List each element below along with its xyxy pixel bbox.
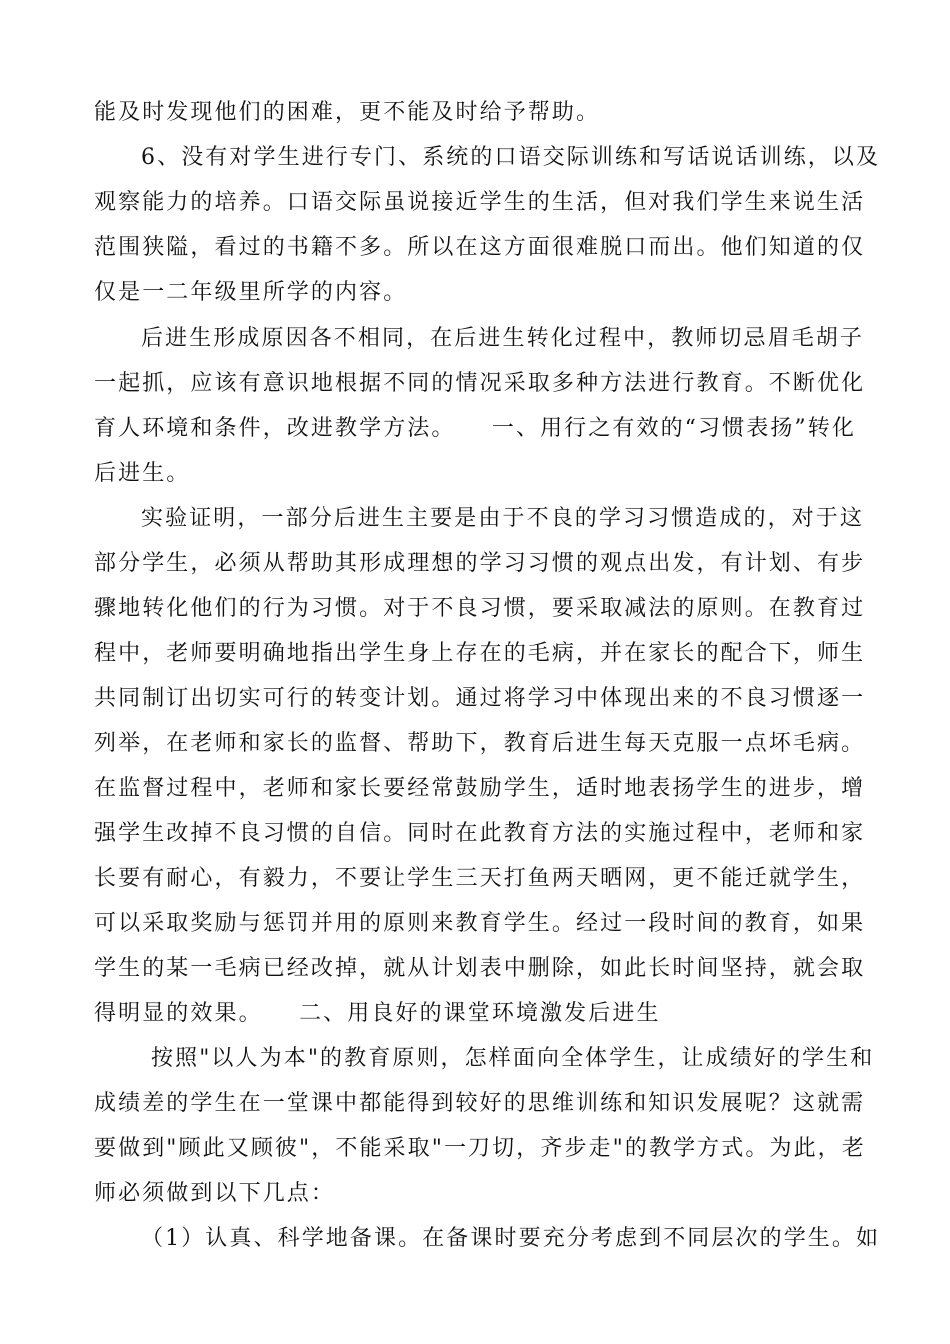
text-line: 范围狭隘，看过的书籍不多。所以在这方面很难脱口而出。他们知道的仅	[94, 235, 866, 260]
text-line: 强学生改掉不良习惯的自信。同时在此教育方法的实施过程中，老师和家	[94, 821, 866, 846]
text-line: 列举，在老师和家长的监督、帮助下，教育后进生每天克服一点坏毛病。	[94, 731, 866, 756]
text-line: 按照"以人为本"的教育原则，怎样面向全体学生，让成绩好的学生和	[151, 1046, 875, 1071]
text-line: 可以采取奖励与惩罚并用的原则来教育学生。经过一段时间的教育，如果	[94, 911, 866, 936]
text-line: 能及时发现他们的困难，更不能及时给予帮助。	[94, 100, 601, 125]
text-line: 要做到"顾此又顾彼"，不能采取"一刀切，齐步走"的教学方式。为此，老	[94, 1136, 866, 1161]
text-line: 程中，老师要明确地指出学生身上存在的毛病，并在家长的配合下，师生	[94, 641, 866, 666]
text-line: 师必须做到以下几点：	[94, 1181, 336, 1206]
text-line: 一起抓，应该有意识地根据不同的情况采取多种方法进行教育。不断优化	[94, 371, 866, 396]
text-line: 后进生形成原因各不相同，在后进生转化过程中，教师切忌眉毛胡子	[141, 326, 865, 351]
text-line: 仅是一二年级里所学的内容。	[94, 280, 408, 305]
text-line: 在监督过程中，老师和家长要经常鼓励学生，适时地表扬学生的进步，增	[94, 776, 866, 801]
text-line: 实验证明，一部分后进生主要是由于不良的学习习惯造成的，对于这	[141, 506, 865, 531]
text-line: （1）认真、科学地备课。在备课时要充分考虑到不同层次的学生。如	[141, 1226, 881, 1251]
text-line: 共同制订出切实可行的转变计划。通过将学习中体现出来的不良习惯逐一	[94, 686, 866, 711]
text-line: 育人环境和条件，改进教学方法。 一、用行之有效的“习惯表扬”转化	[94, 416, 856, 441]
text-line: 成绩差的学生在一堂课中都能得到较好的思维训练和知识发展呢？这就需	[94, 1091, 866, 1116]
text-line: 后进生。	[94, 461, 191, 486]
text-line: 得明显的效果。 二、用良好的课堂环境激发后进生	[94, 1001, 661, 1026]
text-line: 6、没有对学生进行专门、系统的口语交际训练和写话说话训练，以及	[141, 145, 881, 170]
text-line: 长要有耐心，有毅力，不要让学生三天打鱼两天晒网，更不能迁就学生，	[94, 866, 866, 891]
text-line: 观察能力的培养。口语交际虽说接近学生的生活，但对我们学生来说生活	[94, 190, 866, 215]
text-line: 学生的某一毛病已经改掉，就从计划表中删除，如此长时间坚持，就会取	[94, 956, 866, 981]
text-line: 骤地转化他们的行为习惯。对于不良习惯，要采取减法的原则。在教育过	[94, 596, 866, 621]
text-line: 部分学生，必须从帮助其形成理想的学习习惯的观点出发，有计划、有步	[94, 551, 866, 576]
